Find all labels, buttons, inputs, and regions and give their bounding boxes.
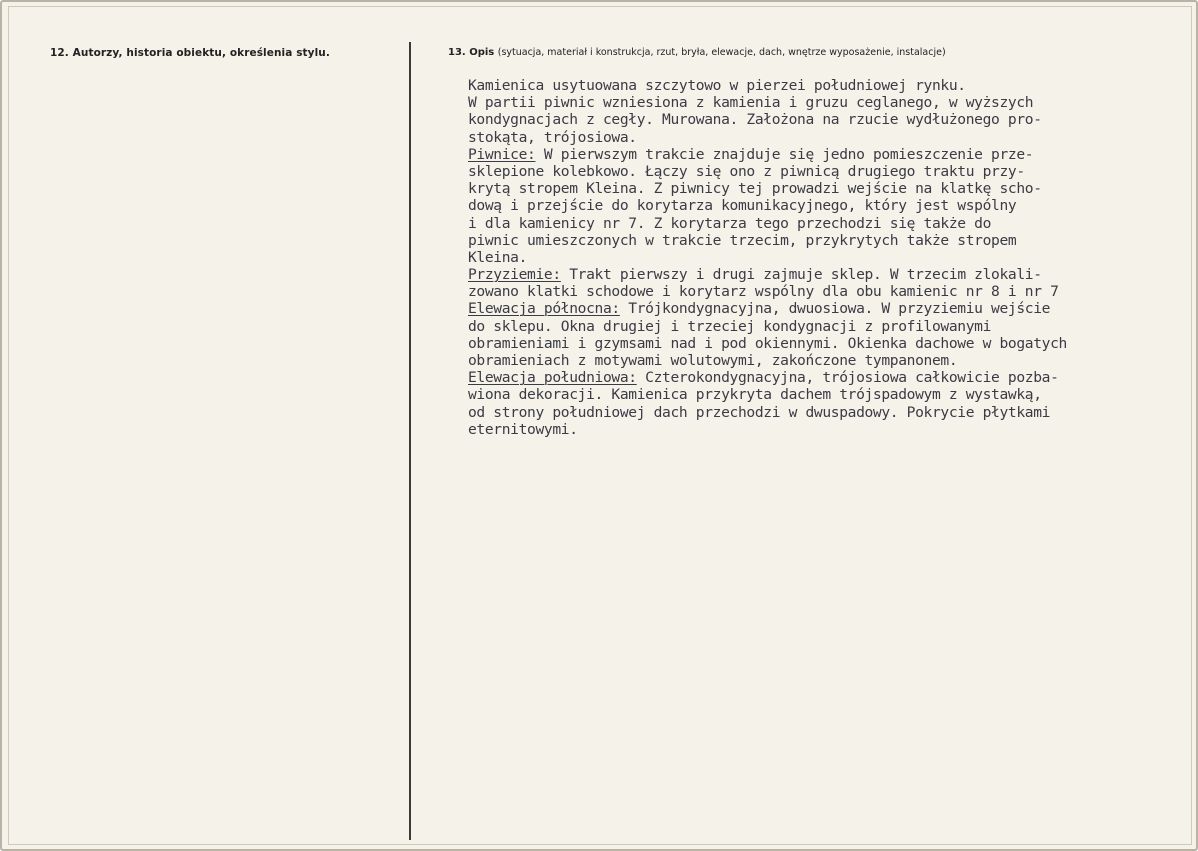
section-heading: Przyziemie:	[468, 266, 561, 284]
description-line	[468, 111, 1188, 128]
line-text: krytą stropem Kleina. Z piwnicy tej prowadzi wejście na klatkę scho-	[468, 180, 1042, 198]
field-13-subtitle: (sytuacja, materiał i konstrukcja, rzut, bryła, elewacje, dach, wnętrze wyposażenie, instalacje)	[497, 47, 946, 58]
description-line	[468, 197, 1188, 214]
line-text: zowano klatki schodowe i korytarz wspólny dla obu kamienic nr 8 i nr 7	[468, 283, 1059, 301]
description-line	[468, 404, 1188, 421]
line-text: kondygnacjach z cegły. Murowana. Założona na rzucie wydłużonego pro-	[468, 111, 1042, 129]
description-line	[468, 163, 1188, 180]
description-line	[468, 77, 1188, 94]
line-text: sklepione kolebkowo. Łączy się ono z piwnicą drugiego traktu przy-	[468, 162, 1025, 180]
description-line	[468, 249, 1188, 266]
column-divider	[409, 42, 411, 840]
field-12-title: Autorzy, historia obiektu, określenia stylu.	[72, 47, 330, 59]
description-typed-text	[468, 77, 1188, 438]
description-line	[468, 146, 1188, 163]
line-text: Kamienica usytuowana szczytowo w pierzei południowej rynku.	[468, 77, 966, 94]
line-text: Kleina.	[468, 248, 528, 266]
description-line	[468, 129, 1188, 146]
line-text: do sklepu. Okna drugiej i trzeciej kondygnacji z profilowanymi	[468, 317, 992, 335]
description-line	[468, 232, 1188, 249]
description-line	[468, 335, 1188, 352]
description-line	[468, 421, 1188, 438]
field-13-number: 13.	[448, 47, 466, 58]
field-12-label	[50, 47, 330, 59]
line-text: W pierwszym trakcie znajduje się jedno pomieszczenie prze-	[535, 145, 1034, 163]
section-heading: Elewacja północna:	[468, 300, 620, 318]
field-13-label	[448, 47, 946, 58]
section-heading: Piwnice:	[468, 145, 536, 163]
line-text: Trakt pierwszy i drugi zajmuje sklep. W trzecim zlokali-	[560, 266, 1042, 284]
section-heading: Elewacja południowa:	[468, 369, 637, 387]
line-text: W partii piwnic wzniesiona z kamienia i gruzu ceglanego, w wyższych	[468, 94, 1034, 112]
line-text: stokąta, trójosiowa.	[468, 128, 637, 146]
line-text: dową i przejście do korytarza komunikacyjnego, który jest wspólny	[468, 197, 1017, 215]
description-line	[468, 386, 1188, 403]
line-text: wiona dekoracji. Kamienica przykryta dachem trójspadowym z wystawką,	[468, 386, 1042, 404]
line-text: Czterokondygnacyjna, trójosiowa całkowicie pozba-	[636, 369, 1059, 387]
field-13-title: Opis	[469, 47, 495, 58]
description-line	[468, 180, 1188, 197]
line-text: eternitowymi.	[468, 420, 578, 438]
description-line	[468, 266, 1188, 283]
line-text: Trójkondygnacyjna, dwuosiowa. W przyziemiu wejście	[619, 300, 1051, 318]
description-line	[468, 318, 1188, 335]
description-line	[468, 283, 1188, 300]
description-line	[468, 94, 1188, 111]
description-line	[468, 352, 1188, 369]
line-text: i dla kamienicy nr 7. Z korytarza tego przechodzi się także do	[468, 214, 992, 232]
description-line	[468, 300, 1188, 317]
field-12-number: 12.	[50, 47, 69, 59]
description-line	[468, 215, 1188, 232]
line-text: obramieniach z motywami wolutowymi, zakończone tympanonem.	[468, 352, 958, 369]
line-text: od strony południowej dach przechodzi w dwuspadowy. Pokrycie płytkami	[468, 403, 1051, 421]
description-line	[468, 369, 1188, 386]
line-text: obramieniami i gzymsami nad i pod okiennymi. Okienka dachowe w bogatych	[468, 334, 1067, 352]
line-text: piwnic umieszczonych w trakcie trzecim, przykrytych także stropem	[468, 231, 1017, 249]
